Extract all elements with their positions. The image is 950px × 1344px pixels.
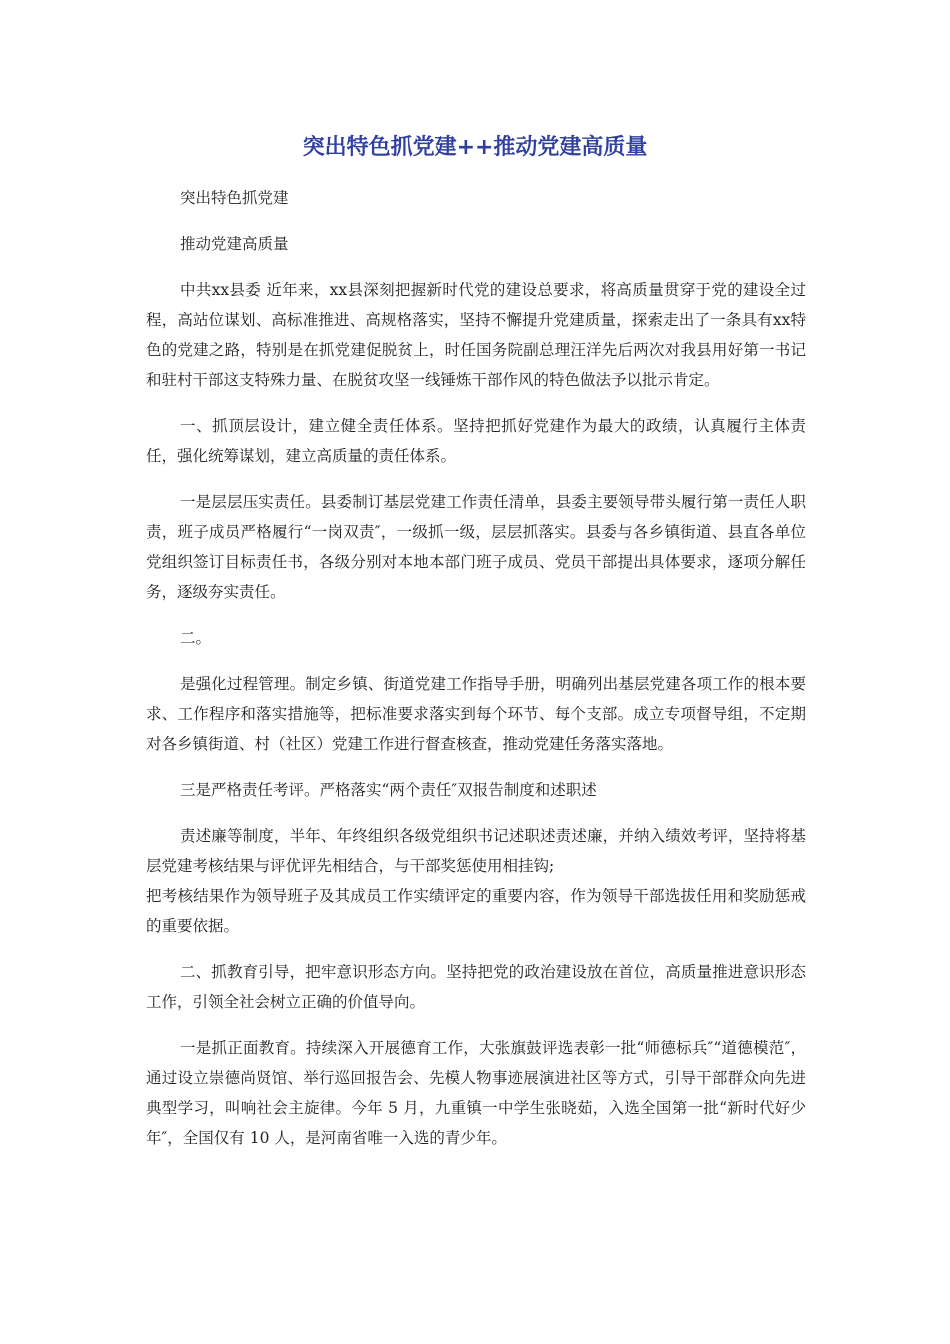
intro-paragraph: 中共xx县委 近年来，xx县深刻把握新时代党的建设总要求，将高质量贯穿于党的建设全过程，高站位谋划、高标准推进、高规格落实，坚持不懈提升党建质量，探索走出了一条具有xx特色的党建之路，特别是在抓党建促脱贫上，时任国务院副总理汪洋先后两次对我县用好第一书记和驻村干部这支特殊力量、在脱贫攻坚一线锤炼干部作风的特色做法予以批示肯定。 <box>146 281 806 389</box>
section-1-item-1-paragraph: 一是层层压实责任。县委制订基层党建工作责任清单，县委主要领导带头履行第一责任人职责，班子成员严格履行“一岗双责″，一级抓一级，层层抓落实。县委与各乡镇街道、县直各单位党组织签订目标责任书，各级分别对本地本部门班子成员、党员干部提出具体要求，逐项分解任务，逐级夯实责任。 <box>146 493 806 601</box>
subtitle-line-2: 推动党建高质量 <box>180 235 289 253</box>
document-body <box>146 183 806 1169</box>
section-1-item-2-marker: 二。 <box>180 629 212 647</box>
section-1-item-2-paragraph: 是强化过程管理。制定乡镇、街道党建工作指导手册，明确列出基层党建各项工作的根本要求、工作程序和落实措施等，把标准要求落实到每个环节、每个支部。成立专项督导组，不定期对各乡镇街道、村（社区）党建工作进行督查核查，推动党建任务落实落地。 <box>146 675 806 753</box>
section-2-item-1-paragraph: 一是抓正面教育。持续深入开展德育工作，大张旗鼓评选表彰一批“师德标兵″“道德模范″，通过设立崇德尚贤馆、举行巡回报告会、先模人物事迹展演进社区等方式，引导干部群众向先进典型学习，叫响社会主旋律。今年 5 月，九重镇一中学生张晓茹，入选全国第一批“新时代好少年″，全国仅有 10 人，是河南省唯一入选的青少年。 <box>146 1039 806 1147</box>
subtitle-line-1: 突出特色抓党建 <box>180 189 289 207</box>
section-2-heading-paragraph: 二、抓教育引导，把牢意识形态方向。坚持把党的政治建设放在首位，高质量推进意识形态工作，引领全社会树立正确的价值导向。 <box>146 963 806 1011</box>
section-1-heading-paragraph: 一、抓顶层设计，建立健全责任体系。坚持把抓好党建作为最大的政绩，认真履行主体责任，强化统筹谋划，建立高质量的责任体系。 <box>146 417 806 465</box>
section-1-item-3-continuation: 把考核结果作为领导班子及其成员工作实绩评定的重要内容，作为领导干部选拔任用和奖励惩戒的重要依据。 <box>146 887 806 935</box>
section-1-item-3-lead: 三是严格责任考评。严格落实“两个责任″双报告制度和述职述 <box>180 781 597 799</box>
document-title: 突出特色抓党建++推动党建高质量 <box>302 135 648 160</box>
section-1-item-3-paragraph: 责述廉等制度，半年、年终组织各级党组织书记述职述责述廉，并纳入绩效考评，坚持将基层党建考核结果与评优评先相结合，与干部奖惩使用相挂钩; <box>146 827 806 875</box>
